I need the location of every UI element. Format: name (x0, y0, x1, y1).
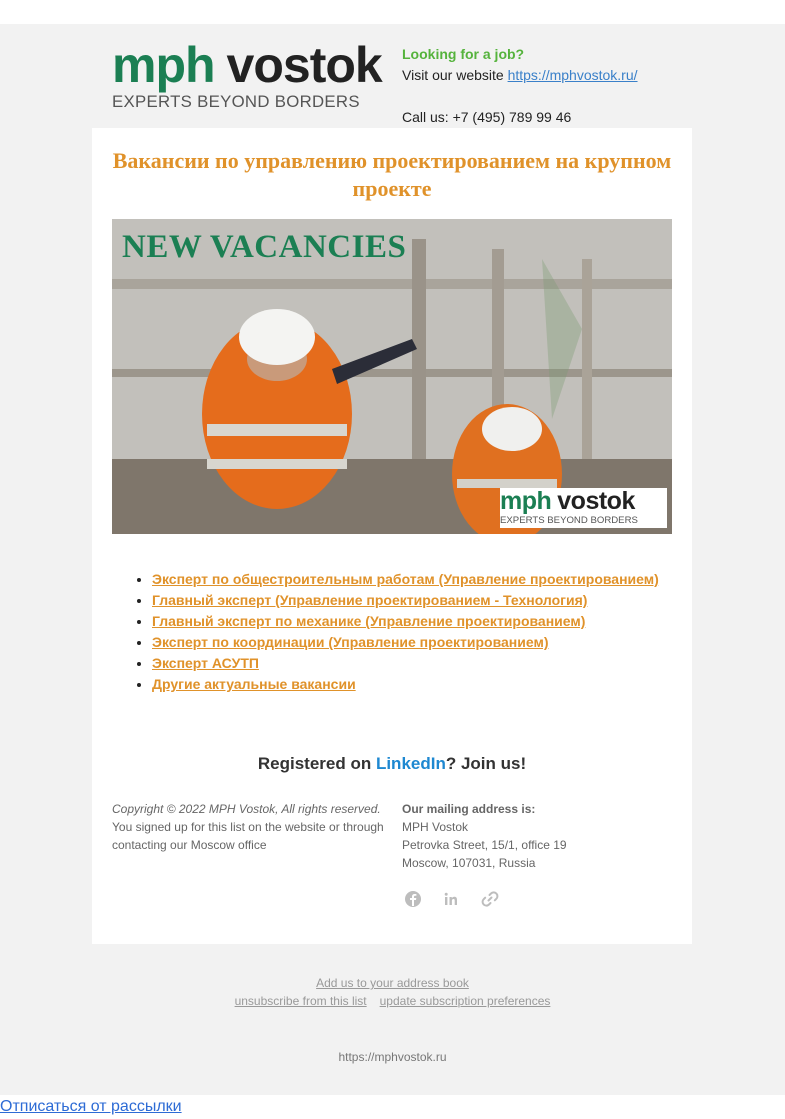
contact-block (402, 44, 638, 128)
unsubscribe-link[interactable]: unsubscribe from this list (234, 994, 367, 1008)
company-logo (112, 37, 384, 111)
mailing-address-label: Our mailing address is: (402, 802, 536, 816)
add-address-book-link[interactable]: Add us to your address book (316, 976, 469, 990)
list-item (152, 611, 659, 632)
list-item (152, 674, 659, 695)
list-item (152, 632, 659, 653)
email-title: Вакансии по управлению проектированием на крупном проекте (112, 148, 672, 201)
linkedin-icon[interactable] (440, 888, 462, 910)
signup-reason-text: You signed up for this list on the website or through contacting our Moscow office (112, 820, 384, 852)
linkedin-join-text: Registered on LinkedIn? Join us! (257, 754, 527, 773)
copyright-text: Copyright © 2022 MPH Vostok, All rights reserved. (112, 802, 381, 816)
visit-website-line (402, 65, 638, 86)
list-item (152, 653, 659, 674)
logo-tagline: EXPERTS BEYOND BORDERS (112, 92, 360, 111)
vacancy-link-other[interactable]: Другие актуальные вакансии (152, 676, 356, 692)
update-preferences-link[interactable]: update subscription preferences (379, 994, 551, 1008)
unsubscribe-ru-link[interactable]: Отписаться от рассылки (0, 1098, 182, 1115)
vacancies-banner-image (112, 219, 672, 534)
logo-vostok-text: vostok (226, 37, 382, 93)
address-city: Moscow, 107031, Russia (402, 856, 536, 870)
mailing-address-block (402, 800, 672, 872)
vacancy-link-apcs-expert[interactable]: Эксперт АСУТП (152, 655, 259, 671)
address-street: Petrovka Street, 15/1, office 19 (402, 838, 567, 852)
email-header (112, 37, 672, 128)
banner-logo-vostok: vostok (557, 487, 635, 515)
footer-copyright-block (112, 800, 390, 854)
banner-logo (500, 488, 667, 528)
vacancy-list (132, 569, 659, 695)
vacancy-link-construction-expert[interactable]: Эксперт по общестроительным работам (Управление проектированием) (152, 571, 659, 587)
social-icons (402, 888, 513, 914)
vacancy-link-chief-expert-technology[interactable]: Главный эксперт (Управление проектированием - Технология) (152, 592, 588, 608)
linkedin-link[interactable]: LinkedIn (375, 754, 446, 773)
new-vacancies-headline: NEW VACANCIES (122, 229, 407, 265)
looking-for-job-text: Looking for a job? (402, 46, 525, 62)
footer-links (0, 974, 785, 1010)
website-link[interactable]: https://mphvostok.ru/ (507, 67, 638, 83)
banner-logo-mph: mph (500, 487, 552, 515)
company-name: MPH Vostok (402, 820, 469, 834)
logo-mph-text: mph (112, 37, 215, 93)
email-card (92, 128, 692, 944)
vacancy-link-chief-mechanical-expert[interactable]: Главный эксперт по механике (Управление проектированием) (152, 613, 586, 629)
phone-text: Call us: +7 (495) 789 99 46 (402, 109, 572, 125)
site-url-text: https://mphvostok.ru (338, 1050, 447, 1064)
vacancy-link-coordination-expert[interactable]: Эксперт по координации (Управление проектированием) (152, 634, 549, 650)
list-item (152, 569, 659, 590)
facebook-icon[interactable] (402, 888, 424, 910)
banner-logo-tagline: EXPERTS BEYOND BORDERS (500, 515, 638, 526)
link-icon[interactable] (479, 888, 501, 910)
visit-text: Visit our website (402, 67, 508, 83)
email-background (0, 24, 785, 1095)
list-item (152, 590, 659, 611)
